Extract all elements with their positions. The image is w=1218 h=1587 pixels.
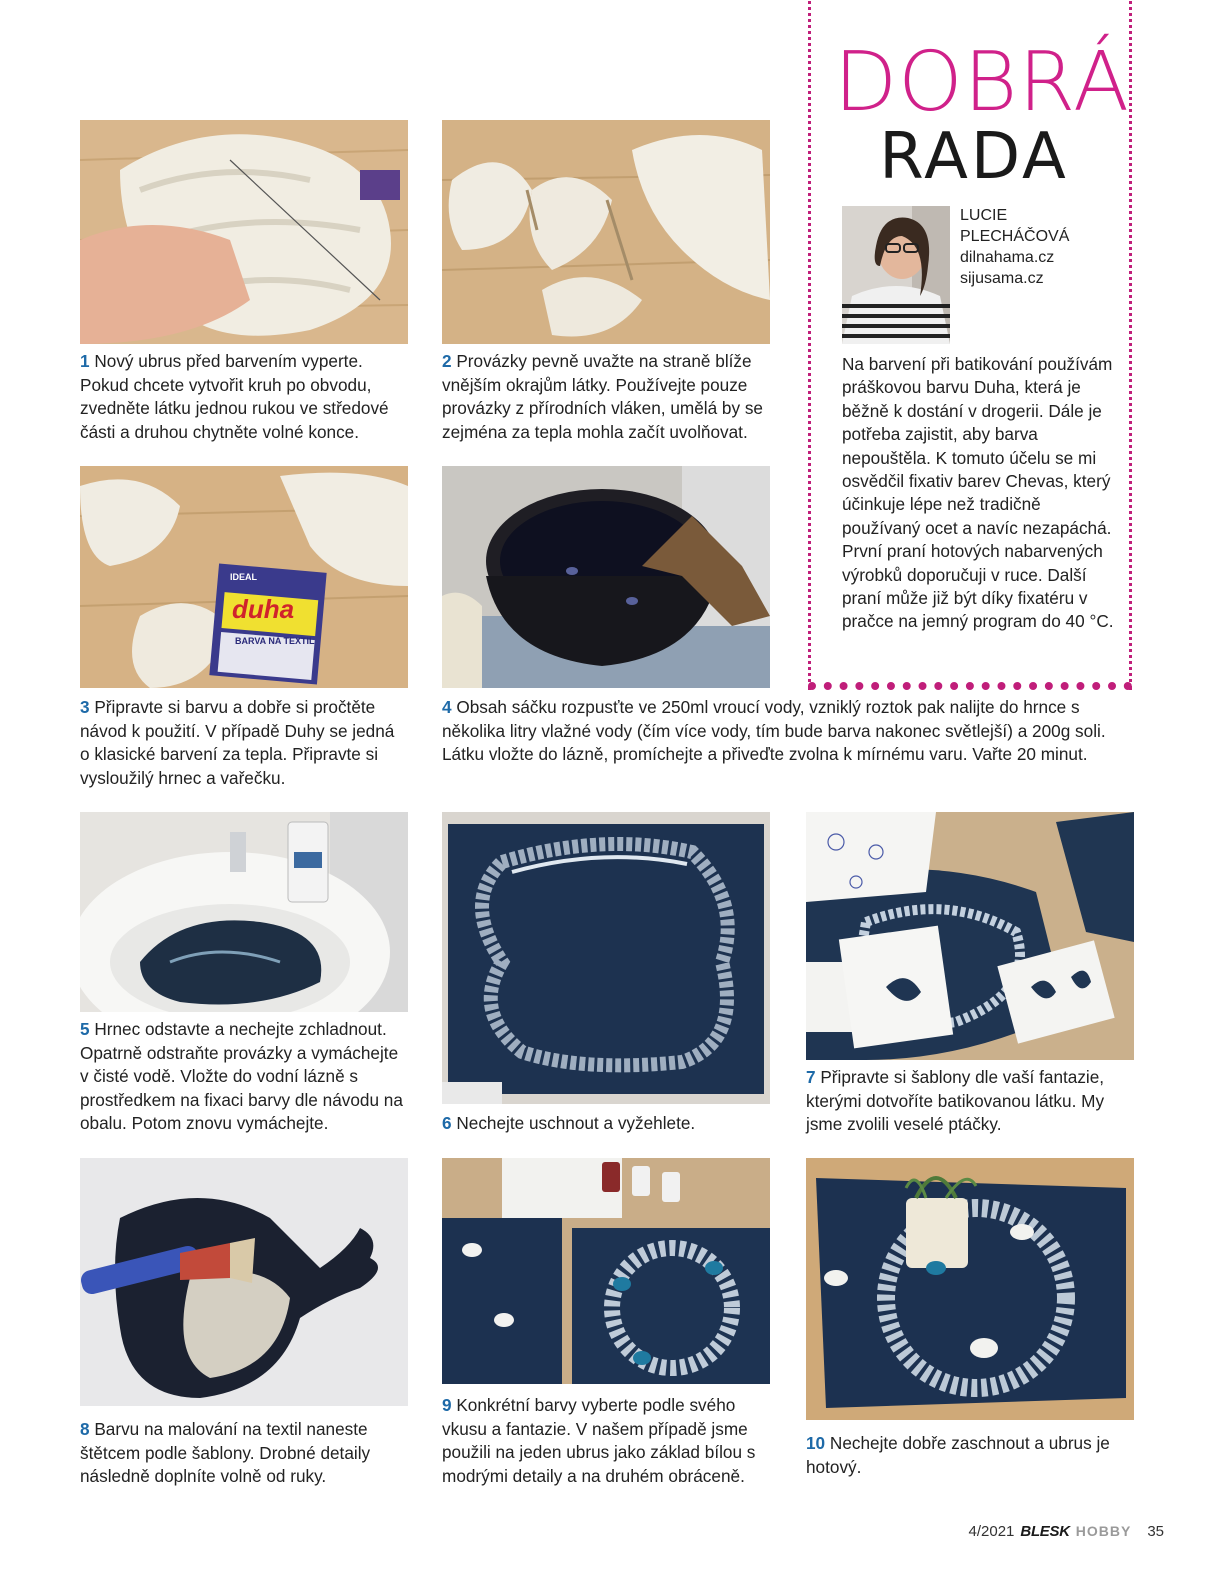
photo-step-10 (806, 1158, 1134, 1420)
step-text: Konkrétní barvy vyberte podle svého vkusu a fantazie. V našem případě jsme použili na jeden ubrus jako základ bílou s modrými detaily a na druhém obráceně. (442, 1395, 756, 1486)
magazine-brand-hobby: HOBBY (1075, 1523, 1132, 1539)
step-text: Barvu na malování na textil naneste štětcem podle šablony. Drobné detaily následně doplníte volně od ruky. (80, 1419, 371, 1487)
caption-step-10 (806, 1432, 1126, 1479)
step-number: 3 (80, 697, 90, 717)
caption-step-8 (80, 1418, 396, 1489)
step-text: Připravte si barvu a dobře si pročtěte návod k použití. V případě Duhy se jedná o klasické barvení za tepla. Připravte si vysloužilý hrnec a vařečku. (80, 697, 395, 788)
photo-step-6 (442, 812, 770, 1104)
step-number: 4 (442, 697, 452, 717)
package-label-text: BARVA NA TEXTIL (235, 636, 315, 646)
step-number: 2 (442, 351, 452, 371)
author-website-2: sijusama.cz (960, 270, 1044, 287)
author-last-name: PLECHÁČOVÁ (960, 228, 1070, 245)
step-number: 9 (442, 1395, 452, 1415)
step-text: Nechejte uschnout a vyžehlete. (456, 1113, 696, 1133)
photo-step-1 (80, 120, 408, 344)
step-text: Nechejte dobře zaschnout a ubrus je hotový. (806, 1433, 1110, 1477)
issue-number: 4/2021 (968, 1523, 1015, 1540)
caption-step-9 (442, 1394, 780, 1488)
step-text: Hrnec odstavte a nechejte zchladnout. Opatrně odstraňte provázky a vymáchejte v čisté vodě. Vložte do vodní lázně s prostředkem na fixaci barvy dle návodu na obalu. Potom znovu vymáchejte. (80, 1019, 403, 1134)
tip-title-line1: DOBRÁ (834, 35, 1131, 130)
step-text: Nový ubrus před barvením vyperte. Pokud chcete vytvořit kruh po obvodu, zvedněte látku jednou rukou ve středové části a druhou chytněte volné konce. (80, 351, 389, 442)
magazine-brand-blesk: BLESK (1020, 1523, 1070, 1540)
caption-step-7 (806, 1066, 1134, 1137)
caption-step-2 (442, 350, 772, 444)
author-website-1: dilnahama.cz (960, 249, 1055, 266)
tip-text: Na barvení při batikování používám práškovou barvu Duha, která je běžně k dostání v drogerii. Dále je potřeba zajistit, aby barva nepouštěla. K tomuto účelu se mi osvědčil fixativ barev Chevas, který účinkuje lépe než tradičně používaný ocet a navíc nezapáchá. První praní hotových nabarvených výrobků doporučuji v ruce. Další praní může již být díky fixatéru v pračce na jemný program do 40 °C. (842, 354, 1114, 632)
caption-step-4 (442, 696, 1142, 767)
photo-step-5 (80, 812, 408, 1012)
step-text: Provázky pevně uvažte na straně blíže vnějším okrajům látky. Používejte pouze provázky z přírodních vláken, umělá by se zejména za tepla mohla začít uvolňovat. (442, 351, 763, 442)
package-name-text: duha (232, 594, 295, 624)
author-info (960, 205, 1069, 289)
photo-step-4 (442, 466, 770, 688)
step-number: 10 (806, 1433, 826, 1453)
caption-step-5 (80, 1018, 408, 1136)
step-number: 7 (806, 1067, 816, 1087)
page-footer (969, 1523, 1164, 1540)
step-number: 6 (442, 1113, 452, 1133)
photo-step-8 (80, 1158, 408, 1406)
caption-step-3 (80, 696, 402, 790)
photo-step-7 (806, 812, 1134, 1060)
package-brand-text: IDEAL (230, 572, 257, 582)
step-text: Připravte si šablony dle vaší fantazie, kterými dotvoříte batikovanou látku. My jsme zvolili veselé ptáčky. (806, 1067, 1105, 1135)
photo-step-3 (80, 466, 408, 688)
step-text: Obsah sáčku rozpusťte ve 250ml vroucí vody, vzniklý roztok pak nalijte do hrnce s několika litry vlažné vody (čím více vody, tím bude barva nakonec světlejší) a 200g soli. Látku vložte do lázně, promíchejte a přiveďte zvolna k mírnému varu. Vařte 20 minut. (442, 697, 1106, 765)
author-first-name: LUCIE (960, 207, 1008, 224)
page-number: 35 (1147, 1523, 1164, 1540)
tip-title-line2: RADA (879, 120, 1069, 194)
step-number: 1 (80, 351, 90, 371)
step-number: 5 (80, 1019, 90, 1039)
step-number: 8 (80, 1419, 90, 1439)
caption-step-1 (80, 350, 402, 444)
caption-step-6 (442, 1112, 770, 1136)
author-photo (842, 206, 950, 344)
photo-step-2 (442, 120, 770, 344)
photo-step-9 (442, 1158, 770, 1384)
